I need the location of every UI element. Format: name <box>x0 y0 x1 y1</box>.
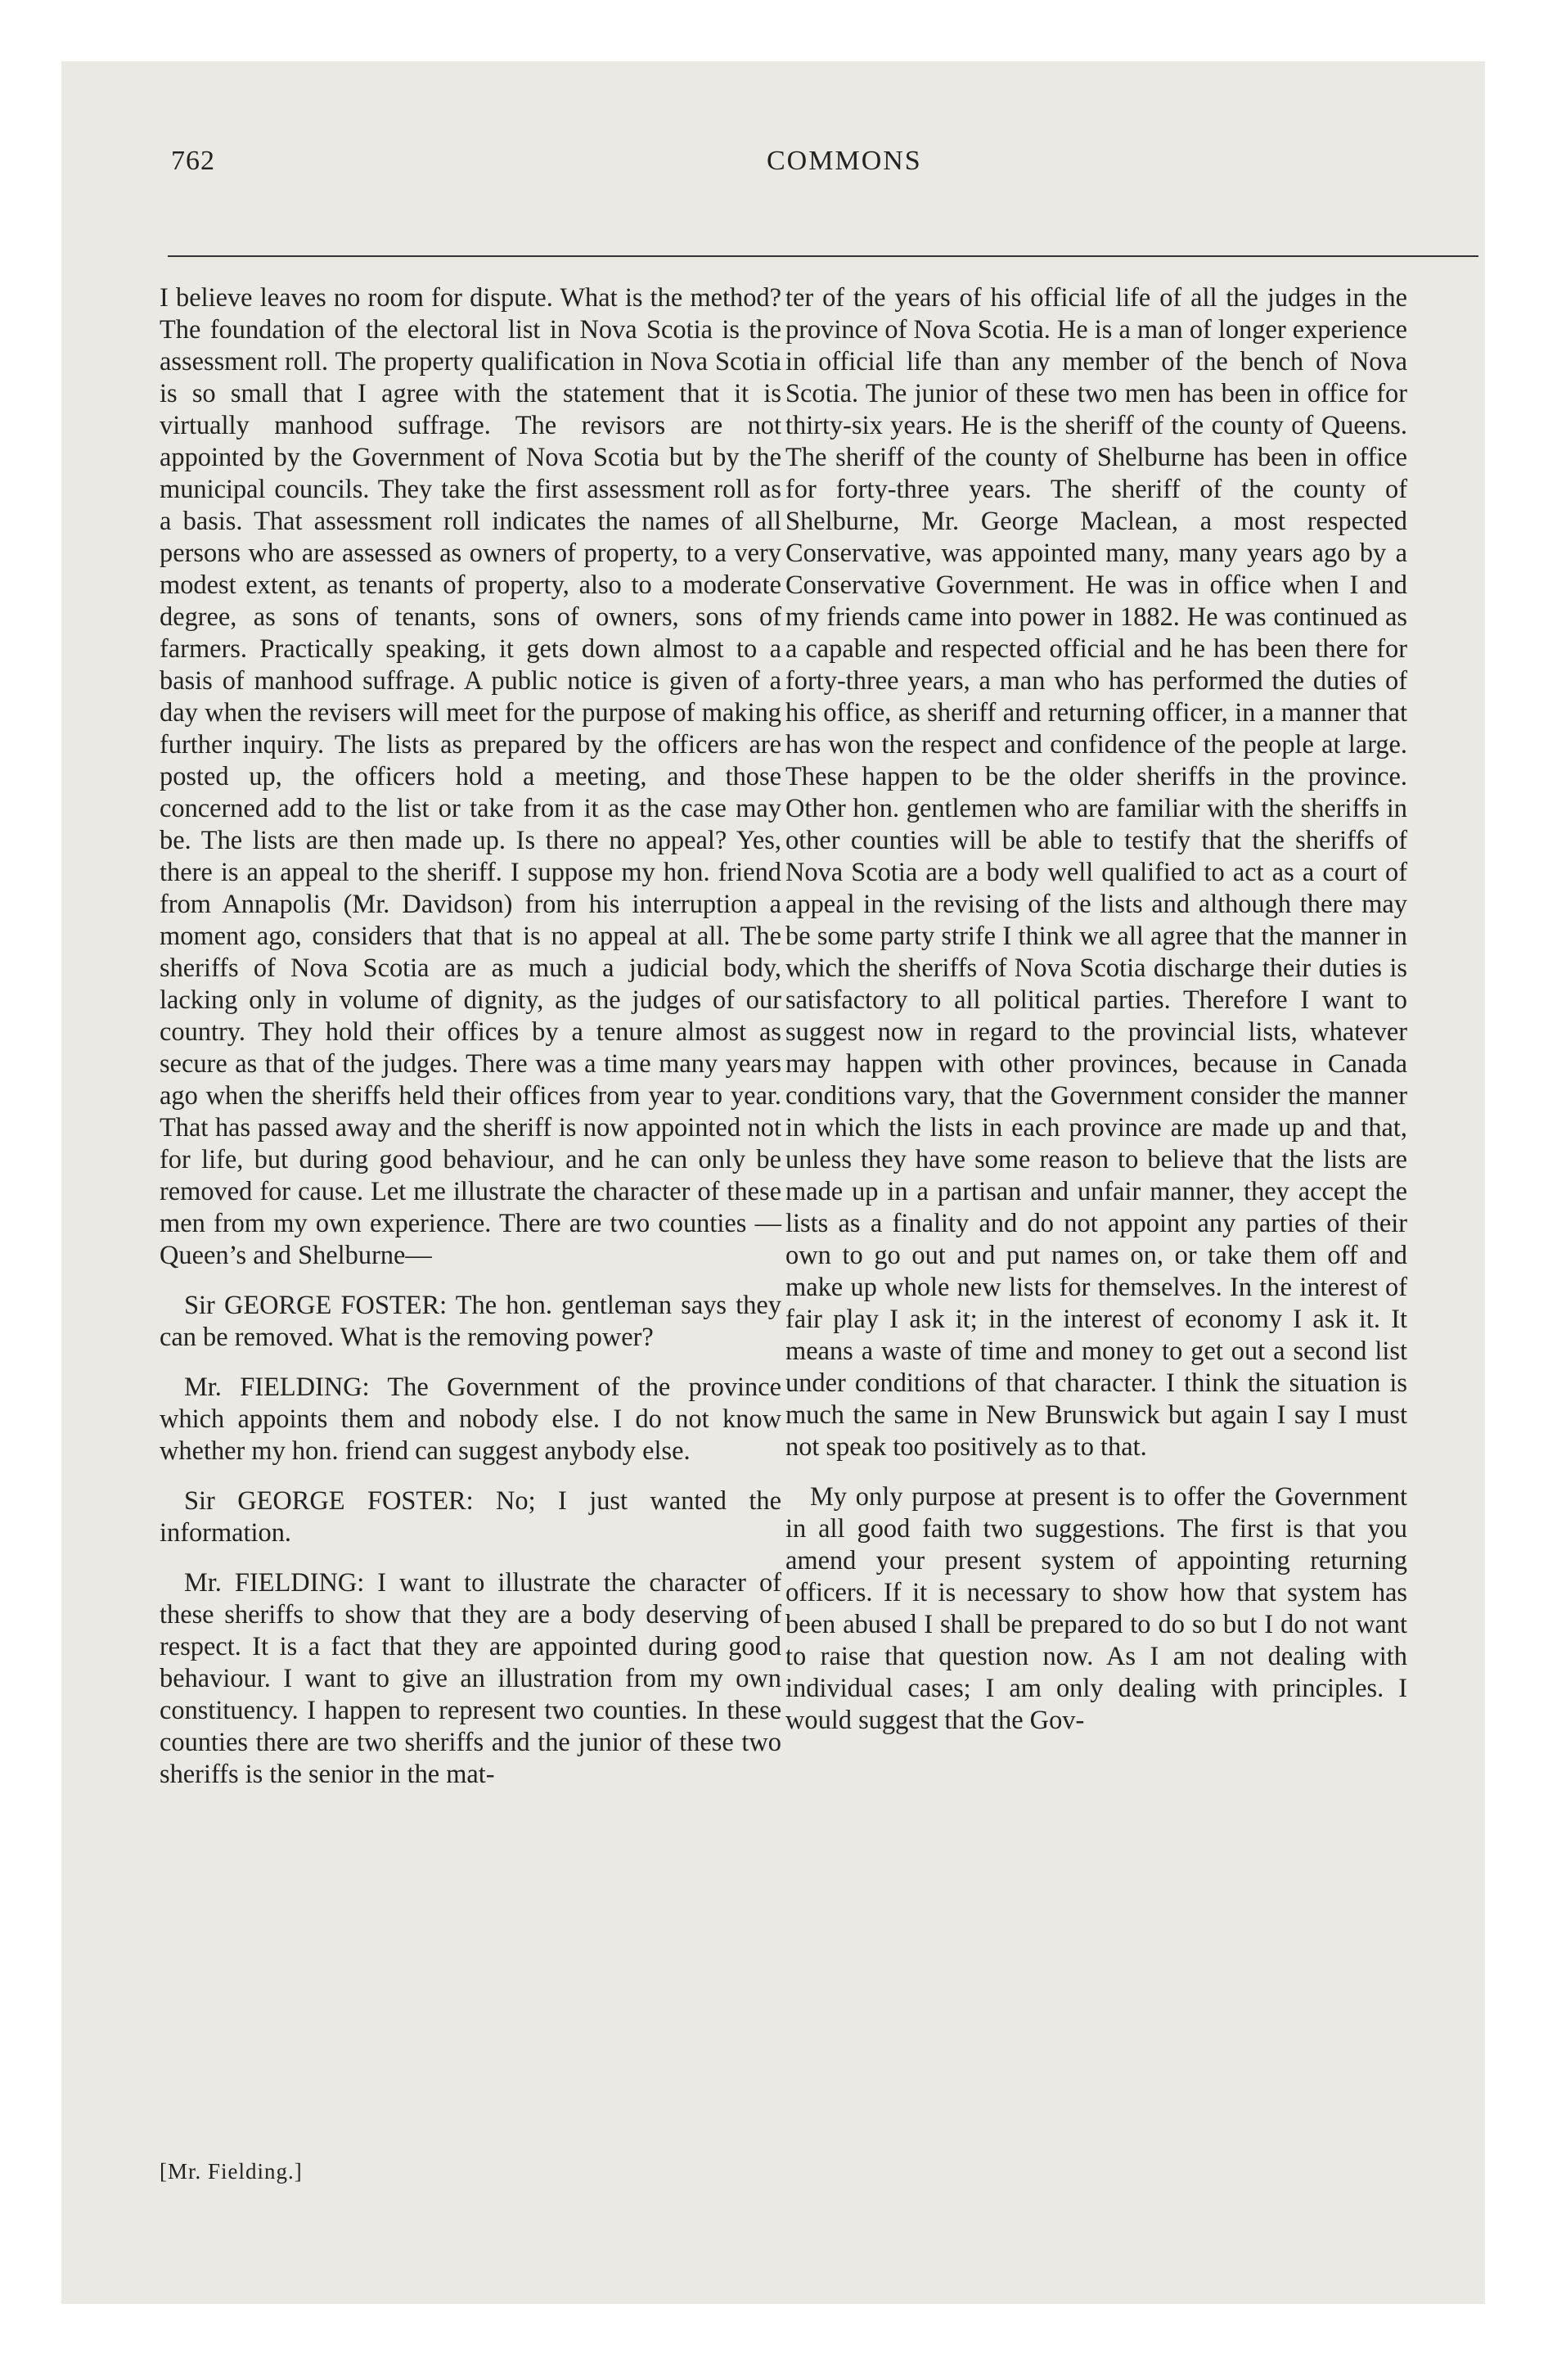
paragraph: Sir GEORGE FOSTER: The hon. gentleman says they can be removed. What is the removing power? <box>160 1291 781 1352</box>
page-header <box>171 139 1480 188</box>
paragraph: Sir GEORGE FOSTER: No; I just wanted the information. <box>160 1486 781 1548</box>
paragraph: My only purpose at present is to offer the Government in all good faith two suggestions. The first is that you amend your present system of appointing returning officers. If it is necessary to show how that system has been abused I shall be prepared to do so but I do not want to raise that question now. As I am not dealing with individual cases; I am only dealing with principles. I would suggest that the Gov- <box>785 1482 1407 1735</box>
header-rule <box>168 255 1478 257</box>
right-column <box>785 282 1407 1755</box>
paragraph: I believe leaves no room for dispute. What is the method? The foundation of the electoral list in Nova Scotia is the assessment roll. The property qualification in Nova Scotia is so small that I agree with the statement that it is virtually manhood suffrage. The revisors are not appointed by the Government of Nova Scotia but by the municipal councils. They take the first assessment roll as a basis. That assessment roll indicates the names of all persons who are assessed as owners of property, to a very modest extent, as tenants of property, also to a moderate degree, as sons of tenants, sons of owners, sons of farmers. Practically speaking, it gets down almost to a basis of manhood suffrage. A public notice is given of a day when the revisers will meet for the purpose of making further inquiry. The lists as prepared by the officers are posted up, the officers hold a meeting, and those concerned add to the list or take from it as the case may be. The lists are then made up. Is there no appeal? Yes, there is an appeal to the sheriff. I suppose my hon. friend from Annapolis (Mr. Davidson) from his interruption a moment ago, considers that that is no appeal at all. The sheriffs of Nova Scotia are as much a judicial body, lacking only in volume of dignity, as the judges of our country. They hold their offices by a tenure almost as secure as that of the judges. There was a time many years ago when the sheriffs held their offices from year to year. That has passed away and the sheriff is now appointed not for life, but during good behaviour, and he can only be removed for cause. Let me illustrate the character of these men from my own experience. There are two counties —Queen’s and Shelburne— <box>160 283 781 1270</box>
paragraph: Mr. FIELDING: The Government of the province which appoints them and nobody else. I do not know whether my hon. friend can suggest anybody else. <box>160 1373 781 1466</box>
running-head: COMMONS <box>767 146 922 176</box>
paragraph: ter of the years of his official life of all the judges in the province of Nova Scotia. He is a man of longer experience in official life than any member of the bench of Nova Scotia. The junior of these two men has been in office for thirty-six years. He is the sheriff of the county of Queens. The sheriff of the county of Shelburne has been in office for forty-three years. The sheriff of the county of Shelburne, Mr. George Maclean, a most respected Conservative, was appointed many, many years ago by a Conservative Government. He was in office when I and my friends came into power in 1882. He was continued as a capable and respected official and he has been there for forty-three years, a man who has performed the duties of his office, as sheriff and returning officer, in a manner that has won the respect and confidence of the people at large. These happen to be the older sheriffs in the province. Other hon. gentlemen who are familiar with the sheriffs in other counties will be able to testify that the sheriffs of Nova Scotia are a body well qualified to act as a court of appeal in the revising of the lists and although there may be some party strife I think we all agree that the manner in which the sheriffs of Nova Scotia discharge their duties is satisfactory to all political parties. Therefore I want to suggest now in regard to the provincial lists, whatever may happen with other provinces, because in Canada conditions vary, that the Government consider the manner in which the lists in each province are made up and that, unless they have some reason to believe that the lists are made up in a partisan and unfair manner, they accept the lists as a finality and do not appoint any parties of their own to go out and put names on, or take them off and make up whole new lists for themselves. In the interest of fair play I ask it; in the interest of economy I ask it. It means a waste of time and money to get out a second list under conditions of that character. I think the situation is much the same in New Brunswick but again I say I must not speak too positively as to that. <box>785 283 1407 1462</box>
speaker-footnote: [Mr. Fielding.] <box>160 2159 303 2184</box>
paragraph: Mr. FIELDING: I want to illustrate the character of these sheriffs to show that they are a body deserving of respect. It is a fact that they are appointed during good behaviour. I want to give an illustration from my own constituency. I happen to represent two counties. In these counties there are two sheriffs and the junior of these two sheriffs is the senior in the mat- <box>160 1568 781 1789</box>
left-column <box>160 282 781 1809</box>
page-scan <box>61 61 1485 2304</box>
page-number: 762 <box>171 146 215 176</box>
